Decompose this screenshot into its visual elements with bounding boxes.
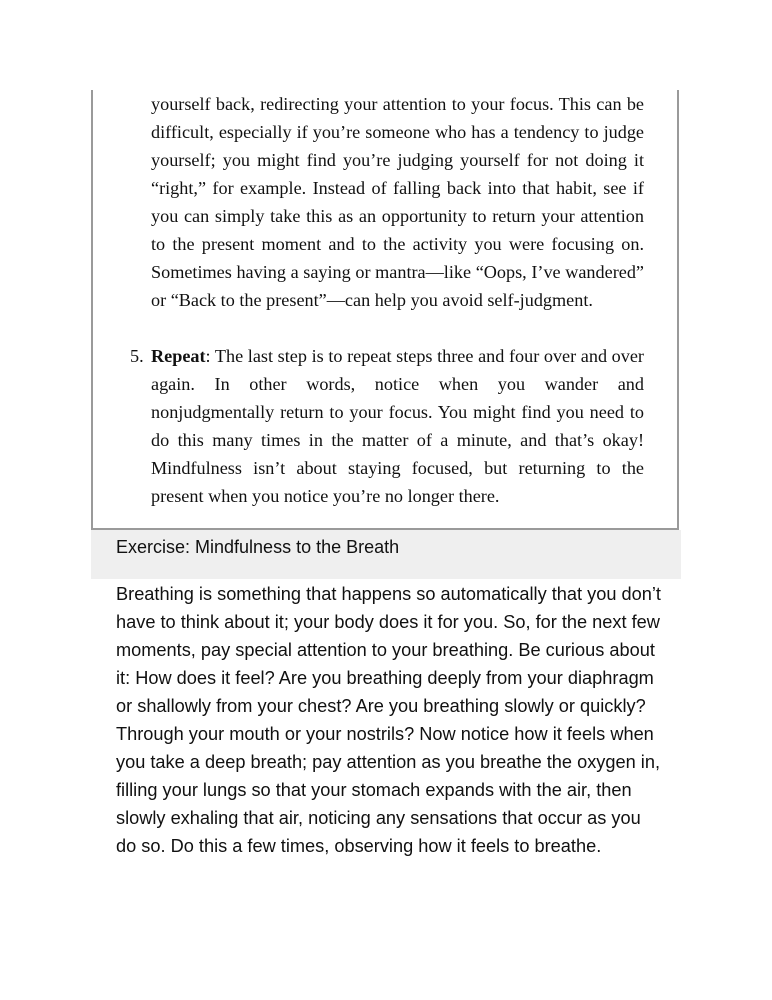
exercise-body-text: Breathing is something that happens so automatically that you don’t have to think about it; your body does it for you. So, for the next few moments, pay special attention to your breathing. Be curious about it: How does it feel? Are you breathing deeply from your diaphragm or shallowly from your chest? Are you breathing slowly or quickly? Through your mouth or your nostrils? Now notice how it feels when you take a deep breath; pay attention as you breathe the oxygen in, filling your lungs so that your stomach expands with the air, then slowly exhaling that air, noticing any sensations that occur as you do so. Do this a few times, observing how it feels to breathe. — [116, 584, 661, 856]
step-4-continuation-text: yourself back, redirecting your attention to your focus. This can be difficult, especially if you’re someone who has a tendency to judge yourself; you might find you’re judging yourself for not doing it “right,” for example. Instead of falling back into that habit, see if you can simply take this as an opportunity to return your attention to the present moment and to the activity you were focusing on. Sometimes having a saying or mantra—like “Oops, I’ve wandered” or “Back to the present”—can help you avoid self-judgment. — [151, 94, 644, 310]
step-text: : The last step is to repeat steps three and four over and over again. In other words, notice when you wander and nonjudgmentally return to your focus. You might find you need to do this many times in the matter of a minute, and that’s okay! Mindfulness isn’t about staying focused, but returning to the present when you notice you’re no longer there. — [151, 346, 644, 506]
step-item-repeat — [130, 342, 644, 510]
exercise-title: Exercise: Mindfulness to the Breath — [116, 537, 400, 557]
exercise-header-bar — [91, 530, 681, 579]
boxed-steps-section — [91, 90, 679, 530]
step-number: 5. — [130, 346, 144, 366]
step-title: Repeat — [151, 346, 206, 366]
